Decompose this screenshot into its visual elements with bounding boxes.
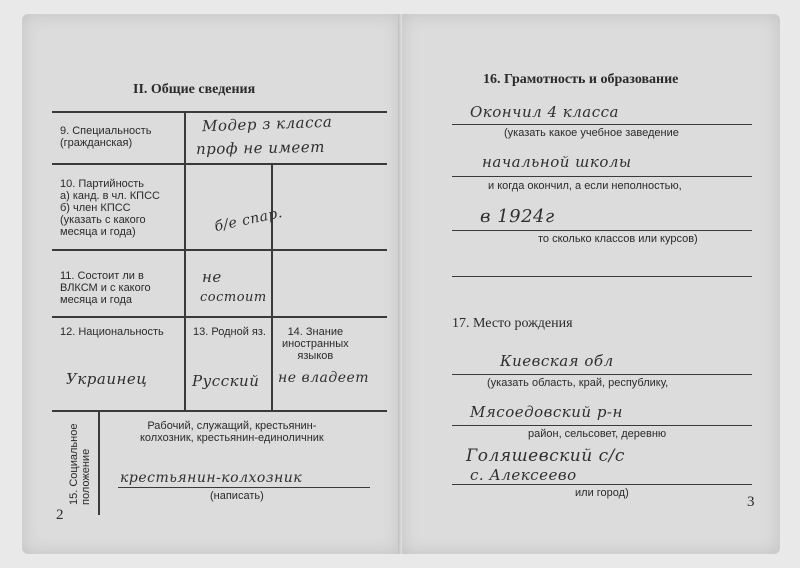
field16-hint2: и когда окончил, а если неполностью, xyxy=(488,180,682,192)
table-col-rule xyxy=(271,316,273,410)
table-col-rule xyxy=(271,163,273,316)
underline xyxy=(452,374,752,375)
underline xyxy=(452,425,752,426)
section-title: II. Общие сведения xyxy=(133,82,256,97)
field14-value: не владеет xyxy=(278,370,370,386)
field14-label: 14. Знание иностранных языков xyxy=(282,326,349,362)
field15-label: 15. Социальное положение xyxy=(68,423,92,505)
field17-value3: Голяшевский с/с xyxy=(466,446,625,466)
underline xyxy=(452,484,752,485)
underline xyxy=(452,176,752,177)
right-page xyxy=(402,14,780,554)
field16-hint3: то сколько классов или курсов) xyxy=(538,233,698,245)
field9-label: 9. Специальность (гражданская) xyxy=(60,125,152,149)
table-rule xyxy=(52,249,387,251)
field17-hint1: (указать область, край, республику, xyxy=(487,377,669,389)
underline xyxy=(452,276,752,277)
field17-value4: с. Алексеево xyxy=(470,466,577,484)
field15-hint: (написать) xyxy=(210,490,264,502)
field17-value1: Киевская обл xyxy=(500,352,614,370)
field9-value-line2: проф не имеет xyxy=(195,137,326,159)
field16-hint1: (указать какое учебное заведение xyxy=(504,127,679,139)
field13-label: 13. Родной яз. xyxy=(193,326,266,338)
field13-value: Русский xyxy=(192,372,260,390)
field11-value-line1: не xyxy=(202,268,222,286)
field9-value-line1: Модер з класса xyxy=(201,112,333,136)
table-rule xyxy=(52,111,387,113)
table-col-rule xyxy=(184,111,186,410)
field16-value2: начальной школы xyxy=(482,153,632,171)
table-rule xyxy=(52,410,387,412)
field15-underline xyxy=(118,487,370,488)
table-col-rule xyxy=(98,410,100,515)
field16-value3: в 1924г xyxy=(480,206,555,227)
field10-value: б/е спар. xyxy=(213,204,285,236)
field11-label: 11. Состоит ли в ВЛКСМ и с какого месяца и года xyxy=(60,270,151,306)
field12-value: Украинец xyxy=(66,370,148,388)
page-number-right: 3 xyxy=(747,494,755,510)
table-rule xyxy=(52,163,387,165)
field15-options: Рабочий, служащий, крестьянин- колхозник, крестьянин-единоличник xyxy=(140,420,324,444)
field11-value-line2: состоит xyxy=(200,290,267,305)
field16-value1: Окончил 4 класса xyxy=(470,103,619,121)
field15-value: крестьянин-колхозник xyxy=(120,470,303,486)
field17-title: 17. Место рождения xyxy=(452,316,573,331)
field17-hint2: район, сельсовет, деревню xyxy=(528,428,667,440)
field12-label: 12. Национальность xyxy=(60,326,164,338)
underline xyxy=(452,230,752,231)
page-number-left: 2 xyxy=(56,507,64,523)
table-rule xyxy=(52,316,387,318)
field16-title: 16. Грамотность и образование xyxy=(483,72,679,87)
field17-hint3: или город) xyxy=(575,487,629,499)
underline xyxy=(452,124,752,125)
field10-label: 10. Партийность а) канд. в чл. КПСС б) член КПСС (указать с какого месяца и года) xyxy=(60,178,160,238)
field17-value2: Мясоедовский р-н xyxy=(470,403,623,421)
